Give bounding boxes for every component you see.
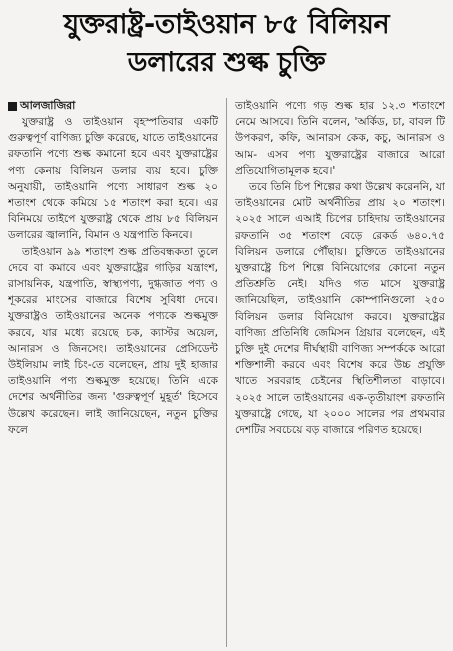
- column-left: [8, 98, 218, 647]
- square-bullet-icon: [8, 102, 17, 111]
- byline: [8, 98, 218, 114]
- headline-line-2: ডলারের শুল্ক চুক্তি: [127, 47, 326, 78]
- headline: [6, 6, 447, 82]
- byline-source: আলজাজিরা: [20, 99, 76, 112]
- paragraph: যুক্তরাষ্ট্র ও তাইওয়ান বৃহস্পতিবার একটি গুরুত্বপূর্ণ বাণিজ্য চুক্তি করেছে, যাতে তাইওয়ানের রফতানি পণ্যে শুল্ক কমানো হবে এবং যুক্তরাষ্ট্রের পণ্য কেনায় বিলিয়ন ডলার ব্যয় হবে। চুক্তি অনুযায়ী, তাইওয়ানি পণ্যে সাধারণ শুল্ক ২০ শতাংশ থেকে কমিয়ে ১৫ শতাংশ করা হবে। এর বিনিময়ে তাইপে যুক্তরাষ্ট্র থেকে প্রায় ৮৫ বিলিয়ন ডলারের জ্বালানি, বিমান ও যন্ত্রপাতি কিনবে।: [8, 116, 218, 242]
- paragraph: তাইওয়ানি পণ্যে গড় শুল্ক হার ১২.৩ শতাংশে নেমে আসবে। তিনি বলেন, 'অর্কিড, চা, বাবল টি উপকরণ, কফি, আনারস কেক, কচু, আনারস ও আম- এসব পণ্য যুক্তরাষ্ট্রের বাজারে আরো প্রতিযোগিতামূলক হবে।': [235, 100, 445, 177]
- headline-line-1: যুক্তরাষ্ট্র-তাইওয়ান ৮৫ বিলিয়ন: [63, 9, 390, 40]
- article-body: [8, 98, 445, 647]
- column-right: [235, 98, 445, 647]
- column-divider: [226, 98, 227, 647]
- paragraph: তবে তিনি চিপ শিল্পের কথা উল্লেখ করেননি, যা তাইওয়ানের মোট অর্থনীতির প্রায় ২০ শতাংশ। ২০২৫ সালে এআই চিপের চাহিদায় তাইওয়ানের রফতানি ৩৫ শতাংশ বেড়ে রেকর্ড ৬৪০.৭৫ বিলিয়ন ডলারে পৌঁছায়। চুক্তিতে তাইওয়ানের যুক্তরাষ্ট্রে চিপ শিল্পে বিনিয়োগের কোনো নতুন প্রতিশ্রুতি নেই। যদিও গত মাসে যুক্তরাষ্ট্র জানিয়েছিল, তাইওয়ানি কোম্পানিগুলো ২৫০ বিলিয়ন ডলার বিনিয়োগ করবে। যুক্তরাষ্ট্রের বাণিজ্য প্রতিনিধি জেমিসন গ্রিয়ার বলেছেন, এই চুক্তি দুই দেশের দীর্ঘস্থায়ী বাণিজ্য সম্পর্ককে আরো শক্তিশালী করবে এবং বিশেষ করে উচ্চ প্রযুক্তি খাতে সরবরাহ চেইনের স্থিতিশীলতা বাড়াবে। ২০২৫ সালে তাইওয়ানের এক-তৃতীয়াংশ রফতানি যুক্তরাষ্ট্রে গেছে, যা ২০০০ সালের পর প্রথমবার দেশটির সবচেয়ে বড় বাজারে পরিণত হয়েছে।: [235, 181, 445, 437]
- paragraph: তাইওয়ান ৯৯ শতাংশ শুল্ক প্রতিবন্ধকতা তুলে দেবে বা কমাবে এবং যুক্তরাষ্ট্রের গাড়ির যন্ত্রাংশ, রাসায়নিক, যন্ত্রপাতি, স্বাস্থ্যপণ্য, দুগ্ধজাত পণ্য ও শূকরের মাংসের বাজারে বিশেষ সুবিধা দেবে। যুক্তরাষ্ট্রও তাইওয়ানের অনেক পণ্যকে শুল্কমুক্ত করবে, যার মধ্যে রয়েছে চক, ক্যাস্টর অয়েল, আনারস ও জিনসেং। তাইওয়ানের প্রেসিডেন্ট উইলিয়াম লাই চিং-তে বলেছেন, প্রায় দুই হাজার তাইওয়ানি পণ্য শুল্কমুক্ত হয়েছে। তিনি একে দেশের অর্থনীতির জন্য 'গুরুত্বপূর্ণ মুহূর্ত' হিসেবে উল্লেখ করেছেন। লাই জানিয়েছেন, নতুন চুক্তির ফলে: [8, 245, 218, 436]
